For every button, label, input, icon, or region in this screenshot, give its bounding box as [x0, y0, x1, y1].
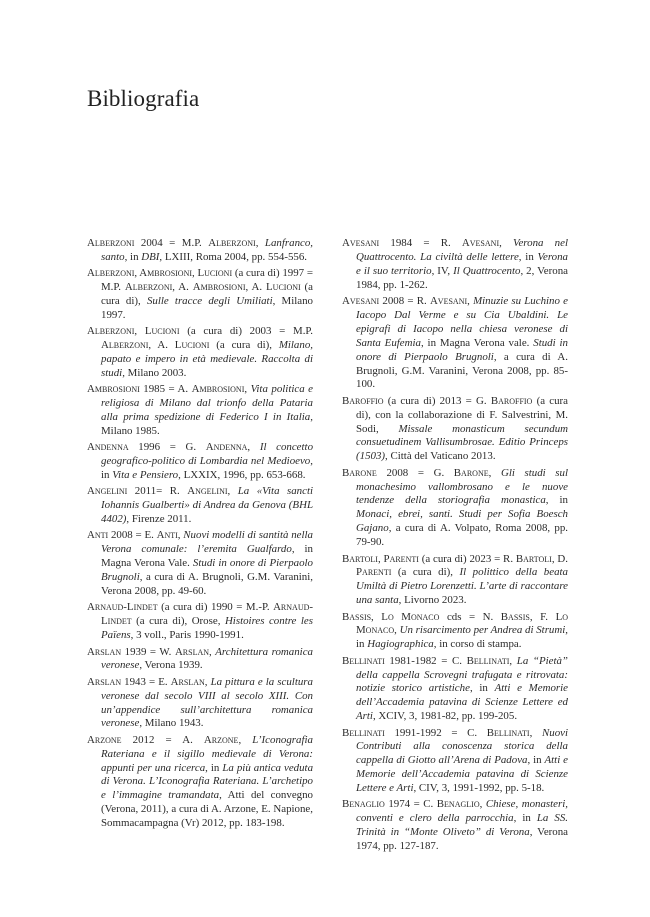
entry-text: ,: [227, 485, 238, 498]
author-name: Alberzoni: [87, 237, 135, 249]
entry-text: , in: [469, 682, 495, 695]
entry-text: , a cura di A. Volpato, Roma 2008, pp. 79-90.: [356, 522, 568, 549]
author-name: Bellinati: [342, 726, 385, 739]
work-title: Il polittico della beata Umiltà di Pietro Lorenzetti. L’arte di raccontare una santa: [356, 566, 568, 607]
author-name: Arslan: [87, 645, 122, 658]
bibliography-entry: [87, 529, 313, 599]
author-name: Bellinati: [342, 654, 385, 667]
work-title: Histoires contre les Païens: [101, 615, 313, 642]
entry-text: 1981-1982 = C.: [384, 654, 467, 667]
entry-text: , A.: [148, 339, 175, 352]
entry-text: , A.: [172, 281, 193, 294]
entry-text: (a cura di),: [391, 566, 460, 579]
entry-text: , Città del Vaticano 2013.: [385, 450, 496, 463]
entry-text: 1991-1992 = C.: [384, 726, 487, 739]
entry-text: ,: [209, 645, 216, 658]
author-name: Alberzoni, Lucioni: [87, 325, 180, 338]
entry-text: (a cura di) 1997 = M.P.: [101, 267, 313, 294]
entry-text: (a cura di) 2023 = R.: [418, 552, 516, 565]
work-title: La «Vita sancti Iohannis Gualberti» di Andrea da Genova (BHL 4402): [101, 485, 313, 526]
bibliography-entry: [342, 727, 568, 797]
entry-text: ,: [247, 441, 260, 454]
author-name: Bassis, Lo Monaco: [342, 610, 440, 623]
work-title: Lanfranco, santo: [101, 237, 314, 263]
author-name: Alberzoni: [208, 237, 256, 249]
entry-text: , in: [124, 250, 142, 263]
entry-text: , IV,: [431, 264, 454, 277]
entry-text: , A.: [245, 281, 267, 294]
work-title: La pittura e la scultura veronese dal secolo VIII al secolo XIII. Con un’appendice sull’architettura romanica veronese: [101, 675, 313, 730]
entry-text: ,: [238, 733, 253, 746]
bibliography-entry: [87, 646, 313, 674]
entry-text: , CIV, 3, 1991-1992, pp. 5-18.: [413, 782, 545, 795]
bibliography-entry: [342, 611, 568, 653]
entry-text: , in corso di stampa.: [433, 638, 522, 651]
author-name: Alberzoni, Ambrosioni, Lucioni: [87, 267, 233, 280]
author-name: Avesani: [342, 237, 380, 249]
entry-text: , LXIII, Roma 2004, pp. 554-556.: [159, 250, 308, 263]
author-name: Arslan: [170, 675, 205, 688]
entry-text: , 3 voll., Paris 1990-1991.: [130, 629, 244, 642]
entry-text: ,: [244, 383, 251, 396]
bibliography-entry: [87, 734, 313, 831]
work-title: L’Iconografia Rateriana e il sigillo medievale di Verona: appunti per una ricerca: [101, 733, 313, 774]
entry-text: 1985 = A.: [139, 383, 192, 396]
author-name: Arnaud-Lindet: [87, 601, 158, 614]
author-name: Anti: [156, 529, 178, 542]
bibliography-column-left: [87, 237, 313, 833]
entry-text: ,: [177, 529, 184, 542]
entry-text: 2008 = R.: [379, 295, 430, 308]
bibliography-entry: [87, 325, 313, 381]
author-name: Arslan: [87, 675, 122, 688]
entry-text: ,: [255, 237, 265, 249]
entry-text: , in Magna Verona Vale.: [101, 543, 313, 570]
work-title: Studi in onore di Pierpaolo Brugnoli: [356, 336, 568, 363]
entry-text: , a cura di A. Brugnoli, G.M. Varanini, Verona 2008, pp. 85-100.: [356, 350, 568, 391]
entry-text: , Verona 1939.: [139, 659, 203, 672]
entry-text: 1943 = E.: [121, 675, 171, 688]
work-title: La SS. Trinità in “Monte Oliveto” di Verona: [356, 812, 569, 839]
author-name: Avesani: [461, 237, 500, 249]
author-name: Baroffio: [342, 394, 384, 407]
author-name: Arzone: [87, 733, 122, 746]
author-name: Anti: [87, 529, 109, 542]
work-title: Nuovi modelli di santità nella Verona comunale: l’eremita Gualfardo: [101, 529, 313, 556]
work-title: La più antica veduta di Verona. L’Iconografia Rateriana. L’archetipo e l’immagine tramandata: [101, 761, 314, 802]
entry-text: (a cura di) 2013 = G.: [383, 394, 491, 407]
work-title: Atti e Memorie dell’Accademia patavina di Scienze Lettere e Arti: [356, 754, 568, 795]
author-name: Lo Monaco: [356, 610, 568, 637]
bibliography-entry: [87, 676, 313, 732]
author-name: Alberzoni: [101, 339, 149, 352]
author-name: Bellinati: [486, 726, 530, 739]
work-title: Atti e Memorie dell’Accademia patavina di Scienze Lettere ed Arti: [356, 682, 568, 723]
entry-text: , XCIV, 3, 1981-82, pp. 199-205.: [372, 710, 518, 723]
entry-text: , 2, Verona 1984, pp. 1-262.: [356, 264, 568, 291]
entry-text: , in: [356, 624, 568, 651]
entry-text: , in: [101, 455, 313, 482]
entry-text: 2004 = M.P.: [134, 237, 209, 249]
work-title: Architettura romanica veronese: [101, 645, 313, 672]
entry-text: , a cura di A. Brugnoli, G.M. Varanini, Verona 2008, pp. 49-60.: [101, 571, 313, 598]
bibliography-entry: [342, 553, 568, 609]
bibliography-entry: [87, 441, 313, 483]
work-title: Minuzie su Luchino e Iacopo Dal Verme e su Cia Ubaldini. Le epigrafi di Iacopo nella chiesa veronese di Santa Eufemia: [356, 295, 568, 349]
author-name: Bellinati: [466, 654, 510, 667]
work-title: Monaci, ebrei, santi. Studi per Sofia Boesch Gajano: [356, 508, 568, 535]
entry-text: , Milano 1943.: [139, 717, 204, 730]
author-name: Barone: [453, 466, 489, 479]
entry-text: , in: [545, 494, 569, 507]
entry-text: 2011= R.: [127, 485, 188, 498]
author-name: Bassis: [500, 610, 530, 623]
entry-text: 2008 = E.: [108, 529, 157, 542]
author-name: Arslan: [174, 645, 210, 658]
bibliography-entry: [342, 655, 568, 725]
entry-text: 2008 = G.: [376, 466, 454, 479]
work-title: Verona e il suo territorio: [356, 250, 568, 277]
author-name: Bartoli: [515, 552, 552, 565]
bibliography-entry: [342, 798, 568, 854]
entry-text: , Livorno 2023.: [398, 594, 467, 607]
entry-text: (a cura di), con la collaborazione di F. Salvestrini, M. Sodi,: [356, 394, 568, 435]
work-title: Chiese, monasteri, conventi e clero della parrocchia: [356, 798, 568, 825]
work-title: Milano, papato e impero in età medievale. Raccolta di studi: [101, 339, 313, 379]
work-title: Sulle tracce degli Umiliati: [146, 295, 273, 308]
entry-text: ,: [529, 726, 542, 739]
bibliography-column-right: [342, 237, 568, 856]
author-name: Bartoli, Parenti: [342, 552, 419, 565]
work-title: Hagiographica: [367, 638, 434, 651]
author-name: Benaglio: [342, 798, 385, 811]
entry-text: 2012 = A.: [121, 733, 204, 746]
bibliography-entry: [342, 237, 568, 293]
entry-text: (a cura di), Orose,: [131, 615, 225, 628]
work-title: Vita politica e religiosa di Milano dal trionfo della Pataria alla prima spedizione di Federico I in Italia: [101, 383, 313, 424]
author-name: Barone: [342, 466, 377, 479]
author-name: Angelini: [87, 485, 128, 498]
entry-text: , LXXIX, 1996, pp. 653-668.: [178, 469, 306, 482]
work-title: DBI: [141, 250, 160, 263]
work-title: La “Pietà” della cappella Scrovegni trafugata e ritrovata: notizie storico artistiche: [356, 654, 568, 695]
author-name: Lucioni: [174, 339, 210, 352]
entry-text: ,: [488, 466, 501, 479]
bibliography-entry: [87, 267, 313, 323]
entry-text: , Milano 1985.: [101, 411, 313, 437]
author-name: Avesani: [342, 295, 380, 308]
author-name: Alberzoni: [124, 281, 173, 294]
entry-text: ,: [394, 624, 400, 637]
entry-text: ,: [204, 675, 211, 688]
work-title: Il Quattrocento: [453, 264, 521, 277]
entry-text: 1984 = R.: [379, 237, 462, 249]
work-title: Studi in onore di Pierpaolo Brugnoli: [101, 557, 314, 584]
entry-text: , in Magna Verona vale.: [420, 336, 534, 349]
entry-text: ,: [499, 237, 514, 249]
entry-text: , in: [518, 250, 538, 263]
author-name: Ambrosioni: [192, 281, 246, 294]
entry-text: ,: [467, 295, 474, 308]
author-name: Arzone: [203, 733, 239, 746]
entry-text: , D.: [551, 552, 568, 565]
author-name: Parenti: [356, 566, 392, 579]
work-title: Missale monasticum secundum consuetudinem Vallisumbrosae. Editio Princeps (1503): [356, 422, 569, 463]
bibliography-entry: [87, 601, 313, 643]
entry-text: , in: [205, 761, 223, 774]
work-title: Gli studi sul monachesimo vallombrosano e le nuove tendenze della storiografia monastica: [356, 466, 568, 507]
author-name: Lucioni: [266, 281, 301, 294]
bibliography-entry: [87, 383, 313, 439]
page-title: Bibliografia: [87, 86, 200, 111]
entry-text: (a cura di),: [209, 339, 279, 352]
entry-text: , Verona 1974, pp. 127-187.: [356, 826, 569, 853]
author-name: Arnaud-Lindet: [101, 601, 313, 628]
author-name: Ambrosioni: [191, 383, 245, 396]
entry-text: (a cura di) 1990 = M.-P.: [157, 601, 274, 614]
bibliography-entry: [87, 237, 313, 265]
author-name: Baroffio: [490, 394, 533, 407]
entry-text: , F.: [529, 610, 556, 623]
author-name: Angelini: [187, 485, 228, 498]
author-name: Avesani: [429, 295, 468, 308]
bibliography-entry: [87, 485, 313, 527]
entry-text: 1974 = C.: [384, 798, 437, 811]
entry-text: (a cura di) 2003 = M.P.: [179, 325, 313, 338]
entry-text: , Milano 1997.: [101, 295, 313, 321]
work-title: Il concetto geografico-politico di Lombardia nel Medioevo: [101, 441, 314, 468]
entry-text: 1939 = W.: [121, 645, 175, 658]
author-name: Benaglio: [436, 798, 480, 811]
author-name: Andenna: [87, 441, 129, 454]
bibliography-entry: [342, 395, 568, 465]
entry-text: , in: [513, 812, 537, 825]
author-name: Andenna: [205, 441, 248, 454]
entry-text: , Atti del convegno (Verona, 2011), a cura di A. Arzone, E. Napione, Sommacampagna (Vr) 2012, pp. 183-198.: [101, 789, 313, 830]
entry-text: , in: [527, 754, 545, 767]
entry-text: (a cura di),: [101, 281, 314, 308]
bibliography-entry: [342, 467, 568, 550]
entry-text: cds = N.: [439, 610, 501, 623]
work-title: Un risarcimento per Andrea di Strumi: [399, 624, 566, 637]
work-title: Verona nel Quattrocento. La civiltà delle lettere: [356, 237, 568, 263]
entry-text: , Firenze 2011.: [126, 513, 192, 526]
entry-text: ,: [479, 798, 486, 811]
entry-text: ,: [509, 654, 517, 667]
entry-text: 1996 = G.: [128, 441, 206, 454]
author-name: Ambrosioni: [87, 383, 140, 396]
entry-text: , Milano 2003.: [122, 366, 187, 379]
work-title: Nuovi Contributi alla conoscenza storica della cappella di Giotto all’Arena di Padova: [356, 726, 568, 767]
bibliography-entry: [342, 295, 568, 392]
work-title: Vita e Pensiero: [112, 469, 179, 482]
